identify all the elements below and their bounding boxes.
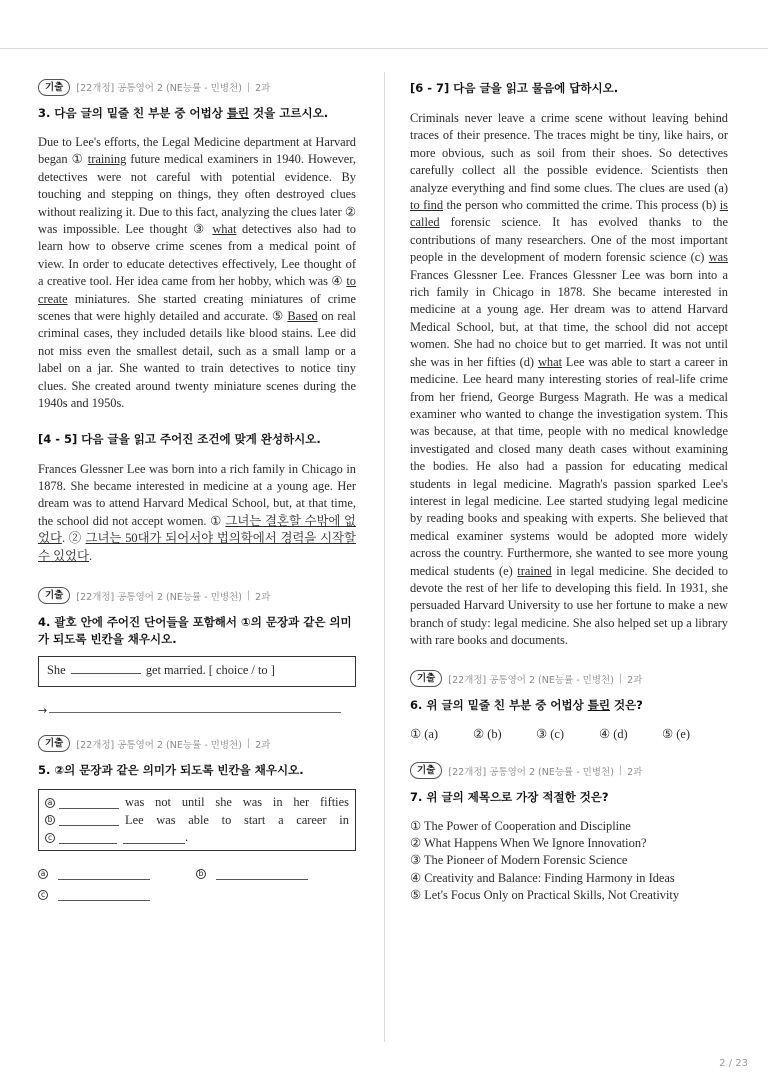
fill-row	[45, 829, 349, 847]
choice-item[interactable]: ① (a)	[410, 726, 438, 741]
column-divider	[384, 72, 385, 1042]
circled-b: b	[45, 815, 55, 825]
arrow-icon: →	[38, 703, 48, 717]
answer-blank-a[interactable]	[58, 868, 150, 880]
source-tag	[410, 762, 728, 780]
underlined-phrase: what	[212, 222, 237, 237]
choice-item[interactable]: ⑤ (e)	[662, 726, 690, 741]
word: in	[339, 812, 349, 827]
fill-row-words	[125, 795, 349, 810]
separator: |	[246, 738, 251, 750]
source-label: [22개정] 공통영어 2 (NE능률 - 민병천)	[76, 83, 242, 94]
left-column	[38, 78, 356, 905]
passage-text: Criminals never leave a crime scene without leaving behind traces of their presence. The traces might be tiny, like hairs, or more obvious, such as soil from their shoes. So detectives carefully collect all the possible evidence. Scientists then analyze everything and find some clues. The clues are used (a)	[410, 111, 728, 195]
fill-row	[45, 794, 349, 812]
passage-text: Frances Glessner Lee was born into a rich family in Chicago in 1878. She became interested in medicine at a young age. Her dream was to attend Harvard Medical School, but, at that time, the school did not accept women. ①	[38, 461, 356, 528]
choice-item[interactable]: ④ Creativity and Balance: Finding Harmony in Ideas	[410, 870, 675, 885]
word: was	[125, 795, 145, 810]
answer-line[interactable]	[49, 712, 341, 713]
word: fifties	[320, 795, 349, 810]
section-6-7-heading: [6 - 7] 다음 글을 읽고 물음에 답하시오.	[410, 81, 619, 95]
source-label: [22개정] 공통영어 2 (NE능률 - 민병천)	[76, 739, 242, 751]
question-4-title: 4. 괄호 안에 주어진 단어들을 포함해서 ①의 문장과 같은 의미가 되도록 빈칸을 채우시오.	[38, 614, 352, 646]
passage-text: Frances Glessner Lee. Frances Glessner Lee was born into a rich family in Chicago in 1878. She became interested in medicine at a young age. Her dream was to attend Harvard Medical School, but, at that time, the school did not accept women. She had no choice but to get married. It was not until she was in her fifties (d)	[410, 267, 728, 369]
source-tag	[410, 670, 728, 688]
question-5-answers	[38, 863, 356, 905]
box-end-text: get married. [ choice / to ]	[145, 662, 275, 677]
passage-text: future medical examiners in 1940. However, detectives were not careful with potential evidence. By touching and stepping on things, they often destroyed clues without realizing it. Due to this fact, analyzing the clues later ② was impossible. Lee thought ③	[38, 152, 356, 237]
underlined-phrase: was	[708, 250, 728, 265]
underlined-phrase: to find	[410, 198, 444, 213]
underlined-phrase: 그녀는 50대가 되어서야 법의학에서 경력을 시작할 수 있었다	[38, 531, 356, 563]
word: Lee	[125, 812, 144, 827]
word: was	[242, 795, 263, 810]
choice-item[interactable]: ② What Happens When We Ignore Innovation?	[410, 836, 647, 850]
answer-blank-c[interactable]	[58, 889, 150, 901]
circled-c: c	[38, 890, 48, 900]
source-badge: 기출	[38, 735, 70, 752]
passage-text: the person who committed the crime. This process (b)	[443, 198, 720, 213]
fill-row	[45, 811, 349, 829]
page-number: 2 / 23	[719, 1058, 748, 1069]
word: her	[293, 795, 310, 810]
answer-row	[38, 884, 356, 905]
lesson-label: 2과	[255, 591, 271, 603]
passage-text: miniatures. She started creating miniatures of crime scenes that were highly detailed and accurate. ⑤	[38, 291, 356, 324]
passage-text: forensic science. It has evolved thanks to the contributions of many researchers. One of the most important people in the development of modern forensic science (c)	[410, 215, 728, 265]
source-badge: 기출	[38, 587, 70, 604]
lesson-label: 2과	[627, 766, 643, 778]
word: not	[155, 795, 171, 810]
source-tag	[38, 78, 356, 96]
passage-text: in legal medicine. She decided to devote the rest of her life to developing this field. In 1931, she persuaded Harvard University to use her fortune to make a new branch of study: legal medicine. She also helped set up a library with rare books and documents.	[410, 563, 728, 648]
word: able	[188, 812, 209, 827]
source-label: [22개정] 공통영어 2 (NE능률 - 민병천)	[76, 591, 242, 603]
question-7-choices	[410, 818, 728, 905]
choice-item[interactable]: ② (b)	[473, 726, 502, 741]
answer-blank[interactable]	[59, 832, 117, 844]
circled-b: b	[196, 869, 206, 879]
underlined-phrase: is called	[410, 198, 728, 230]
question-4-answer-line	[38, 701, 356, 717]
question-3-passage	[38, 134, 356, 413]
word: career	[296, 812, 327, 827]
answer-row	[38, 863, 356, 884]
choice-item[interactable]: ③ The Pioneer of Modern Forensic Science	[410, 853, 628, 868]
fill-row-words	[125, 813, 349, 828]
choice-item[interactable]: ① The Power of Cooperation and Discipline	[410, 818, 631, 833]
passage-text: Lee was able to start a career in medicine. Lee heard many interesting stories of real-life crime from her friend, George Burgess Magrath. He was a medical examiner who wanted to change the investigation system. This was because, at that time, people with no medical knowledge investigated and closed many death cases without examining the bodies. He also had a passion for educating medical students in legal medicine. Magrath's passion sparked Lee's interest in legal medicine. Lee started studying legal medicine by reading books and speaking with experts. She believed that medical examiner systems would be adopted more widely across the country. Furthermore, she wanted to see more young medical students (e)	[410, 354, 728, 578]
source-tag	[38, 735, 356, 753]
circled-c: c	[45, 833, 55, 843]
choice-item[interactable]: ④ (d)	[599, 726, 628, 741]
word: she	[215, 795, 232, 810]
choice-item[interactable]: ③ (c)	[536, 726, 564, 741]
question-7-title: 7. 위 글의 제목으로 가장 적절한 것은?	[410, 789, 609, 804]
underlined-phrase: what	[537, 354, 563, 369]
word: a	[278, 812, 284, 827]
answer-blank[interactable]	[123, 832, 185, 844]
source-label: [22개정] 공통영어 2 (NE능률 - 민병천)	[448, 766, 614, 778]
separator: |	[246, 590, 251, 602]
passage-text: Due to Lee's efforts, the Legal Medicine department at Harvard began ①	[38, 135, 356, 167]
underlined-phrase: training	[87, 152, 127, 167]
passage-text: detectives also had to learn how to observe crime scenes from a medical point of view. In order to educate detectives effectively, Lee thought of a creative tool. Her idea came from her hobby, which was ④	[38, 222, 356, 289]
source-tag	[38, 587, 356, 605]
lesson-label: 2과	[627, 674, 643, 686]
underlined-phrase: 그녀는 결혼할 수밖에 없었다	[38, 513, 356, 546]
source-badge: 기출	[410, 762, 442, 779]
source-label: [22개정] 공통영어 2 (NE능률 - 민병천)	[448, 674, 614, 686]
section-4-5-heading: [4 - 5] 다음 글을 읽고 주어진 조건에 맞게 완성하시오.	[38, 431, 321, 446]
question-3-title: 3. 다음 글의 밑줄 친 부분 중 어법상 틀린 것을 고르시오.	[38, 106, 329, 120]
answer-blank[interactable]	[59, 797, 119, 809]
question-5-box	[38, 789, 356, 852]
word: until	[181, 795, 205, 810]
period: .	[185, 830, 189, 845]
underlined-phrase: trained	[517, 563, 552, 578]
source-badge: 기출	[38, 79, 70, 96]
question-4-box	[38, 656, 356, 687]
lesson-label: 2과	[255, 83, 271, 94]
passage-text: .	[88, 548, 93, 563]
word: was	[156, 812, 176, 827]
question-6-choices	[410, 726, 728, 742]
answer-blank[interactable]	[59, 814, 119, 826]
separator: |	[618, 765, 623, 777]
section-4-5-passage	[38, 461, 356, 565]
word: in	[272, 795, 283, 810]
answer-blank-b[interactable]	[216, 868, 308, 880]
right-column	[410, 78, 728, 905]
word: to	[221, 812, 232, 827]
circled-a: a	[38, 869, 48, 879]
question-5-title: 5. ②의 문장과 같은 의미가 되도록 빈칸을 채우시오.	[38, 762, 304, 777]
box-start-text: She	[47, 662, 66, 677]
underlined-phrase: to create	[38, 274, 356, 306]
separator: |	[618, 673, 623, 685]
separator: |	[246, 81, 251, 93]
question-6-title: 6. 위 글의 밑줄 친 부분 중 어법상 틀린 것은?	[410, 697, 643, 712]
top-rule	[0, 48, 768, 49]
choice-item[interactable]: ⑤ Let's Focus Only on Practical Skills, Not Creativity	[410, 888, 680, 903]
answer-blank[interactable]	[71, 664, 141, 674]
section-6-7-passage	[410, 110, 728, 650]
source-badge: 기출	[410, 670, 442, 687]
underlined-phrase: Based	[287, 309, 318, 324]
word: start	[244, 812, 266, 827]
lesson-label: 2과	[255, 739, 271, 751]
circled-a: a	[45, 798, 55, 808]
passage-text: on real criminal cases, they included details like blood stains. Lee did not miss even the smallest detail, such as a small lamp or a label on a jar. She wanted to train detectives to notice tiny clues. She created around twenty miniature scenes during the 1940s and 1950s.	[38, 309, 357, 411]
passage-text: . ②	[61, 531, 86, 546]
